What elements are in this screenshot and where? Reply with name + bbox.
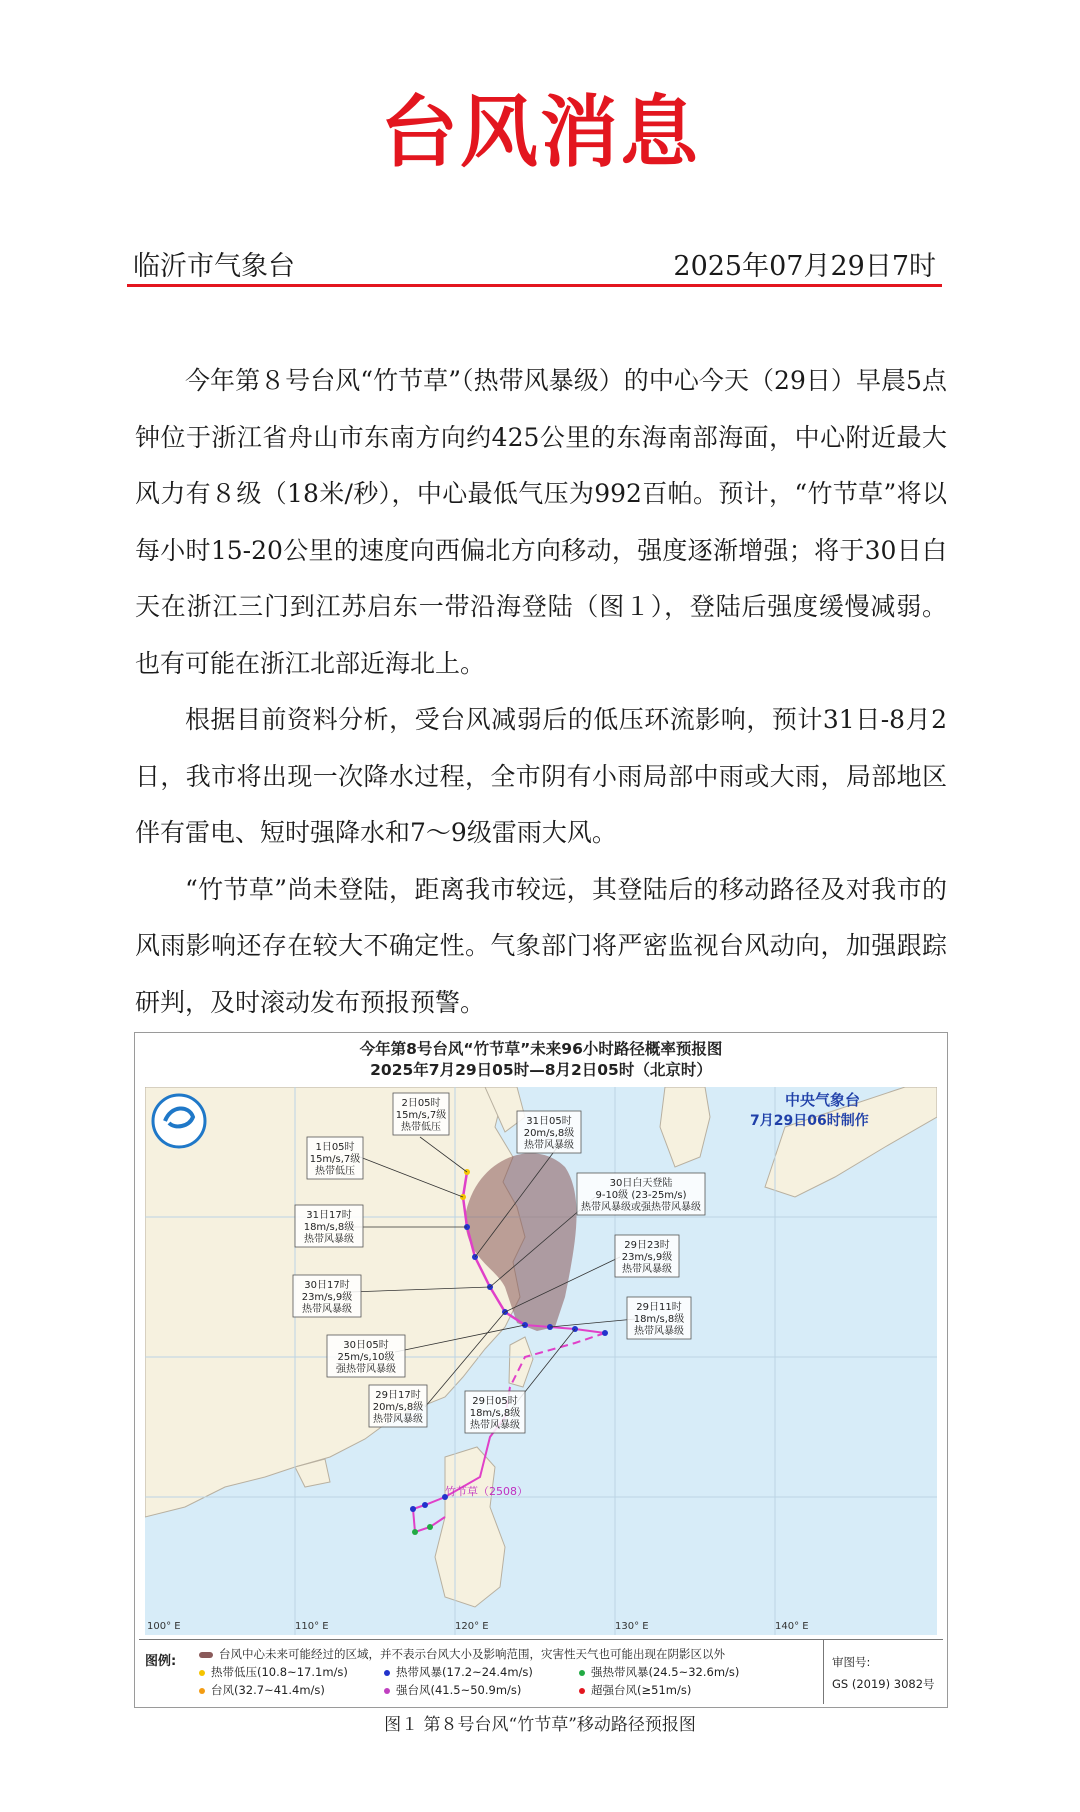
sts-dot-icon <box>579 1670 585 1676</box>
ann-text: 热带风暴级 <box>470 1420 520 1431</box>
ann-text: 29日11时 <box>636 1302 682 1313</box>
ann-text: 31日17时 <box>306 1210 352 1221</box>
ann-text: 18m/s,8级 <box>303 1222 355 1233</box>
issuing-organization: 临沂市气象台 <box>133 251 295 282</box>
legend-label: 图例: <box>145 1654 177 1669</box>
ann-text: 热带风暴级 <box>622 1264 672 1275</box>
map-review-number <box>823 1640 944 1704</box>
legend-item-td: 热带低压(10.8~17.1m/s) <box>199 1664 348 1680</box>
figure-caption: 图１ 第８号台风“竹节草”移动路径预报图 <box>384 1715 696 1735</box>
page-title: 台风消息 <box>379 88 700 178</box>
legend-item-sty: 强台风(41.5~50.9m/s) <box>384 1682 521 1698</box>
lon-120: 120° E <box>455 1621 489 1632</box>
ann-text: 热带低压 <box>315 1166 355 1177</box>
issued-time: 7月29日06时制作 <box>750 1113 869 1129</box>
ann-text: 18m/s,8级 <box>633 1314 685 1325</box>
agency-name: 中央气象台 <box>785 1091 861 1109</box>
ann-text: 25m/s,10级 <box>337 1352 395 1363</box>
issue-date: 2025年07月29日7时 <box>673 251 936 282</box>
ann-text: 15m/s,7级 <box>395 1110 447 1121</box>
lon-140: 140° E <box>775 1621 809 1632</box>
ann-text: 1日05时 <box>315 1142 355 1153</box>
legend-item-ts: 热带风暴(17.2~24.4m/s) <box>384 1664 533 1680</box>
ann-text: 9-10级 (23-25m/s) <box>595 1190 687 1201</box>
ann-text: 30日17时 <box>304 1280 350 1291</box>
legend-item-ty: 台风(32.7~41.4m/s) <box>199 1682 325 1698</box>
cma-logo-icon <box>153 1095 205 1147</box>
td-dot-icon <box>199 1670 205 1676</box>
ann-text: 热带风暴级或强热带风暴级 <box>581 1202 701 1213</box>
ann-text: 23m/s,9级 <box>621 1252 673 1263</box>
ann-text: 31日05时 <box>526 1116 572 1127</box>
ty-dot-icon <box>199 1688 205 1694</box>
ann-text: 热带风暴级 <box>373 1414 423 1425</box>
ann-text: 18m/s,8级 <box>469 1408 521 1419</box>
review-label: 审图号: <box>832 1655 871 1669</box>
paragraph: 今年第８号台风“竹节草”（热带风暴级）的中心今天（29日）早晨5点钟位于浙江省舟山市东南方向约425公里的东海南部海面，中心附近最大风力有８级（18米/秒），中心最低气压为992百帕。预计，“竹节草”将以每小时15-20公里的速度向西偏北方向移动，强度逐渐增强；将于30日白天在浙江三门到江苏启东一带沿海登陆（图１），登陆后强度缓慢减弱。也有可能在浙江北部近海北上。 <box>135 366 947 678</box>
ann-text: 23m/s,9级 <box>301 1292 353 1303</box>
red-divider <box>127 284 942 287</box>
map-title-line2: 2025年7月29日05时—8月2日05时（北京时） <box>370 1061 712 1079</box>
paragraph: “竹节草”尚未登陆，距离我市较远，其登陆后的移动路径及对我市的风雨影响还存在较大不确定性。气象部门将严密监视台风动向，加强跟踪研判，及时滚动发布预报预警。 <box>135 874 947 1017</box>
review-no: GS (2019) 3082号 <box>832 1677 935 1691</box>
ann-text: 热带低压 <box>401 1122 441 1133</box>
philippines <box>435 1447 505 1607</box>
article-body <box>135 353 947 1031</box>
map-legend <box>139 1639 943 1704</box>
ts-dot-icon <box>384 1670 390 1676</box>
legend-item-super: 超强台风(≥51m/s) <box>579 1682 691 1698</box>
map-title <box>135 1039 947 1081</box>
legend-cone-text: 台风中心未来可能经过的区域，并不表示台风大小及影响范围，灾害性天气也可能出现在阴影区以外 <box>219 1647 725 1661</box>
ann-text: 2日05时 <box>401 1098 441 1109</box>
typhoon-forecast-map <box>134 1032 948 1708</box>
typhoon-name-label: 竹节草（2508） <box>445 1485 528 1498</box>
legend-cone-row <box>199 1646 725 1662</box>
ann-text: 29日05时 <box>472 1396 518 1407</box>
lon-130: 130° E <box>615 1621 649 1632</box>
map-canvas <box>145 1087 937 1635</box>
paragraph: 根据目前资料分析，受台风减弱后的低压环流影响，预计31日-8月2日，我市将出现一次降水过程，全市阴有小雨局部中雨或大雨，局部地区伴有雷电、短时强降水和7～9级雷雨大风。 <box>135 705 947 847</box>
cone-swatch-icon <box>199 1652 213 1658</box>
lon-100: 100° E <box>147 1621 181 1632</box>
ann-text: 20m/s,8级 <box>372 1402 424 1413</box>
sty-dot-icon <box>384 1688 390 1694</box>
ann-text: 15m/s,7级 <box>309 1154 361 1165</box>
super-dot-icon <box>579 1688 585 1694</box>
ann-text: 热带风暴级 <box>302 1304 352 1315</box>
ann-text: 20m/s,8级 <box>523 1128 575 1139</box>
ann-text: 30日05时 <box>343 1340 389 1351</box>
ann-text: 热带风暴级 <box>634 1326 684 1337</box>
ann-text: 29日17时 <box>375 1390 421 1401</box>
ann-text: 29日23时 <box>624 1240 670 1251</box>
map-title-line1: 今年第8号台风“竹节草”未来96小时路径概率预报图 <box>359 1040 723 1058</box>
ann-text: 30日白天登陆 <box>609 1178 673 1189</box>
ann-text: 热带风暴级 <box>524 1140 574 1151</box>
lon-110: 110° E <box>295 1621 329 1632</box>
ann-text: 强热带风暴级 <box>336 1364 396 1375</box>
legend-item-sts: 强热带风暴(24.5~32.6m/s) <box>579 1664 739 1680</box>
ann-text: 热带风暴级 <box>304 1234 354 1245</box>
